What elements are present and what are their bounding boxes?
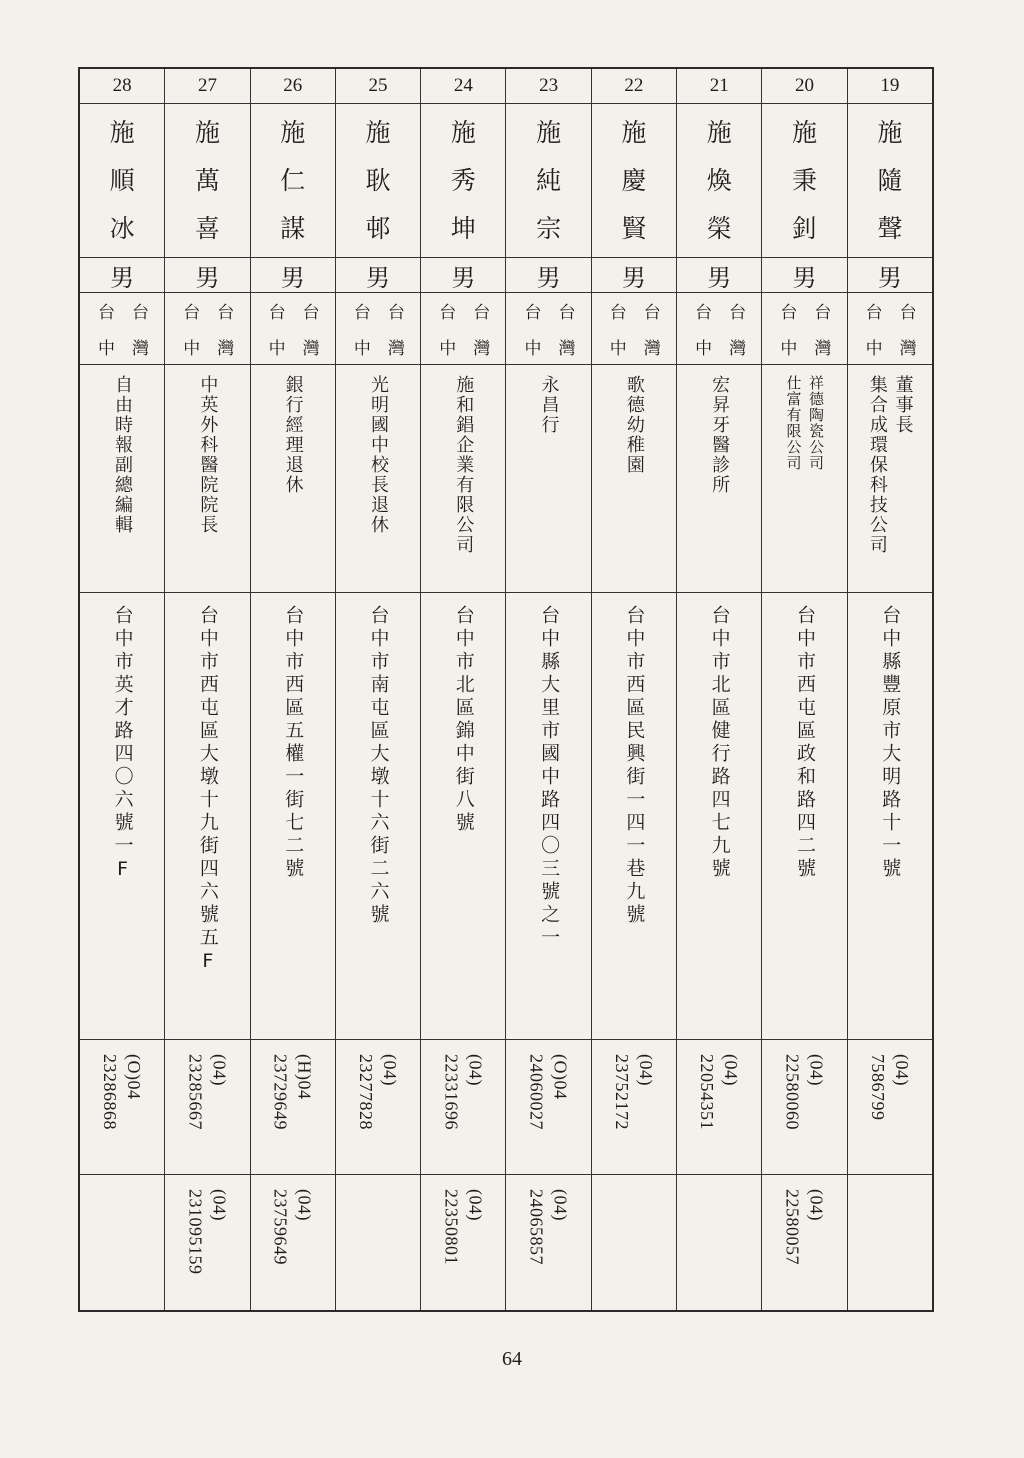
member-name	[762, 103, 846, 257]
name-char: 隨	[877, 165, 903, 195]
origin-char: 台	[609, 303, 627, 323]
occupation-line: 施和錩企業有限公司	[453, 375, 475, 555]
member-name	[165, 103, 249, 257]
member-origin	[80, 292, 164, 364]
origin-char: 台	[387, 303, 405, 323]
member-sex: 男	[421, 257, 505, 292]
occupation-line: 光明國中校長退休	[367, 375, 389, 535]
name-char: 萬	[194, 165, 220, 195]
member-number: 21	[709, 75, 729, 96]
phone-number: 22580057	[782, 1189, 803, 1265]
member-name	[421, 103, 505, 257]
occupation-line: 集合成環保科技公司	[866, 375, 888, 555]
member-occupation	[592, 364, 676, 592]
member-occupation	[762, 364, 846, 592]
phone-area: (04)	[209, 1189, 230, 1221]
member-address	[506, 592, 590, 1039]
name-char: 順	[109, 165, 135, 195]
occupation-line: 永昌行	[538, 375, 560, 435]
member-phone-primary	[762, 1039, 846, 1174]
origin-char: 灣	[814, 339, 832, 359]
phone-area: (04)	[294, 1189, 315, 1221]
phone-number: 23277828	[356, 1054, 377, 1130]
member-address	[677, 592, 761, 1039]
member-origin	[336, 292, 420, 364]
origin-char: 中	[865, 339, 883, 359]
occupation-line: 祥德陶瓷公司	[807, 375, 826, 471]
origin-char: 灣	[643, 339, 661, 359]
member-phone-primary	[336, 1039, 420, 1174]
name-char: 施	[109, 117, 135, 147]
origin-char: 灣	[132, 339, 149, 359]
member-origin	[592, 292, 676, 364]
member-phone-primary	[251, 1039, 335, 1174]
page-number: 64	[502, 1348, 522, 1370]
name-char: 釗	[792, 214, 818, 244]
origin-char: 中	[695, 339, 713, 359]
member-phone-primary	[677, 1039, 761, 1174]
member-column	[676, 69, 761, 1310]
name-char: 純	[536, 165, 562, 195]
member-name	[80, 103, 164, 257]
member-phone-secondary	[762, 1174, 846, 1310]
member-name	[592, 103, 676, 257]
member-occupation	[848, 364, 932, 592]
origin-char: 台	[473, 303, 491, 323]
origin-char: 台	[302, 303, 320, 323]
phone-number: 24060027	[526, 1054, 547, 1130]
member-occupation	[677, 364, 761, 592]
name-char: 施	[877, 117, 903, 147]
member-phone-primary	[848, 1039, 932, 1174]
member-name	[677, 103, 761, 257]
member-column	[250, 69, 335, 1310]
origin-char: 台	[643, 303, 661, 323]
name-char: 施	[450, 117, 476, 147]
phone-number: 231095159	[185, 1189, 206, 1275]
address-text: 台中縣大里市國中路四〇三號之一	[538, 605, 561, 950]
member-address	[165, 592, 249, 1039]
phone-area: (04)	[721, 1054, 742, 1086]
member-address	[80, 592, 164, 1039]
origin-char: 台	[780, 303, 798, 323]
member-sex: 男	[762, 257, 846, 292]
name-char: 施	[194, 117, 220, 147]
origin-char: 中	[353, 339, 371, 359]
name-char: 榮	[706, 214, 732, 244]
member-name	[506, 103, 590, 257]
member-phone-primary	[165, 1039, 249, 1174]
phone-number: 23729649	[270, 1054, 291, 1130]
origin-char: 台	[353, 303, 371, 323]
member-origin	[677, 292, 761, 364]
address-text: 台中市英才路四〇六號一F	[111, 605, 134, 884]
name-char: 仁	[280, 165, 306, 195]
member-name	[336, 103, 420, 257]
name-char: 秀	[450, 165, 476, 195]
member-origin	[762, 292, 846, 364]
member-origin	[506, 292, 590, 364]
origin-char: 台	[268, 303, 286, 323]
phone-area: (04)	[806, 1189, 827, 1221]
member-address	[251, 592, 335, 1039]
member-phone-secondary	[506, 1174, 590, 1310]
origin-char: 台	[217, 303, 235, 323]
member-sex: 男	[336, 257, 420, 292]
member-occupation	[421, 364, 505, 592]
member-table	[78, 67, 934, 1312]
member-phone-primary	[80, 1039, 164, 1174]
member-origin	[165, 292, 249, 364]
phone-number: 23285667	[185, 1054, 206, 1130]
member-origin	[251, 292, 335, 364]
name-char: 耿	[365, 165, 391, 195]
phone-area: (04)	[806, 1054, 827, 1086]
member-column	[335, 69, 420, 1310]
origin-char: 台	[865, 303, 883, 323]
member-phone-primary	[506, 1039, 590, 1174]
origin-char: 台	[695, 303, 713, 323]
member-occupation	[165, 364, 249, 592]
member-name	[848, 103, 932, 257]
member-occupation	[506, 364, 590, 592]
occupation-line: 宏昇牙醫診所	[709, 375, 731, 495]
phone-area: (04)	[635, 1054, 656, 1086]
phone-area: (04)	[465, 1054, 486, 1086]
member-sex: 男	[80, 257, 164, 292]
origin-char: 灣	[387, 339, 405, 359]
name-char: 邨	[365, 214, 391, 244]
origin-char: 中	[98, 339, 115, 359]
member-phone-primary	[592, 1039, 676, 1174]
member-number: 27	[197, 75, 217, 96]
phone-area: (04)	[891, 1054, 912, 1086]
phone-area: (04)	[550, 1189, 571, 1221]
member-phone-secondary	[80, 1174, 164, 1310]
origin-char: 中	[780, 339, 798, 359]
name-char: 宗	[536, 214, 562, 244]
member-number: 20	[795, 75, 815, 96]
member-phone-secondary	[251, 1174, 335, 1310]
origin-char: 中	[524, 339, 542, 359]
origin-char: 台	[558, 303, 576, 323]
member-phone-secondary	[421, 1174, 505, 1310]
phone-number: 23752172	[611, 1054, 632, 1130]
member-column	[505, 69, 590, 1310]
address-text: 台中市北區健行路四七九號	[708, 605, 731, 881]
member-phone-secondary	[848, 1174, 932, 1310]
origin-char: 台	[98, 303, 115, 323]
origin-char: 灣	[729, 339, 747, 359]
member-column	[164, 69, 249, 1310]
phone-number: 22331696	[441, 1054, 462, 1130]
member-number: 26	[283, 75, 303, 96]
origin-char: 中	[609, 339, 627, 359]
name-char: 賢	[621, 214, 647, 244]
phone-number: 23759649	[270, 1189, 291, 1265]
occupation-line: 中英外科醫院院長	[197, 375, 219, 535]
occupation-line: 董事長	[892, 375, 914, 435]
member-origin	[848, 292, 932, 364]
phone-area: (O)04	[124, 1054, 145, 1100]
name-char: 慶	[621, 165, 647, 195]
member-number: 28	[112, 75, 132, 96]
name-char: 施	[706, 117, 732, 147]
name-char: 施	[280, 117, 306, 147]
member-column	[847, 69, 932, 1310]
member-address	[592, 592, 676, 1039]
member-sex: 男	[677, 257, 761, 292]
origin-char: 灣	[899, 339, 917, 359]
member-phone-secondary	[677, 1174, 761, 1310]
member-sex: 男	[848, 257, 932, 292]
member-phone-secondary	[336, 1174, 420, 1310]
origin-char: 台	[183, 303, 201, 323]
origin-char: 台	[899, 303, 917, 323]
member-sex: 男	[165, 257, 249, 292]
member-column	[420, 69, 505, 1310]
member-column	[761, 69, 846, 1310]
origin-char: 台	[132, 303, 149, 323]
address-text: 台中市北區錦中街八號	[452, 605, 475, 835]
address-text: 台中市西區五權一街七二號	[282, 605, 305, 881]
member-number: 19	[880, 75, 900, 96]
origin-char: 台	[439, 303, 457, 323]
address-text: 台中市西區民興街一四一巷九號	[623, 605, 646, 927]
phone-area: (O)04	[550, 1054, 571, 1100]
member-address	[848, 592, 932, 1039]
name-char: 喜	[194, 214, 220, 244]
name-char: 聲	[877, 214, 903, 244]
phone-area: (04)	[209, 1054, 230, 1086]
member-number: 23	[539, 75, 559, 96]
phone-area: (04)	[380, 1054, 401, 1086]
origin-char: 灣	[558, 339, 576, 359]
occupation-line: 銀行經理退休	[282, 375, 304, 495]
origin-char: 台	[524, 303, 542, 323]
member-number: 25	[368, 75, 388, 96]
phone-area: (04)	[465, 1189, 486, 1221]
address-text: 台中市西屯區政和路四二號	[793, 605, 816, 881]
phone-area: (H)04	[294, 1054, 315, 1100]
member-number: 22	[624, 75, 644, 96]
occupation-line: 仕富有限公司	[784, 375, 803, 471]
origin-char: 灣	[473, 339, 491, 359]
address-text: 台中縣豐原市大明路十一號	[879, 605, 902, 881]
origin-char: 灣	[302, 339, 320, 359]
member-occupation	[80, 364, 164, 592]
member-address	[421, 592, 505, 1039]
member-phone-primary	[421, 1039, 505, 1174]
member-sex: 男	[251, 257, 335, 292]
name-char: 秉	[792, 165, 818, 195]
phone-number: 22580060	[782, 1054, 803, 1130]
occupation-line: 歌德幼稚園	[623, 375, 645, 475]
member-address	[762, 592, 846, 1039]
member-occupation	[251, 364, 335, 592]
origin-char: 灣	[217, 339, 235, 359]
member-name	[251, 103, 335, 257]
member-occupation	[336, 364, 420, 592]
occupation-line: 自由時報副總編輯	[112, 375, 134, 535]
address-text: 台中市南屯區大墩十六街二六號	[367, 605, 390, 927]
name-char: 施	[365, 117, 391, 147]
name-char: 冰	[109, 214, 135, 244]
name-char: 煥	[706, 165, 732, 195]
member-column	[80, 69, 164, 1310]
phone-number: 7586799	[867, 1054, 888, 1121]
phone-number: 22350801	[441, 1189, 462, 1265]
origin-char: 台	[729, 303, 747, 323]
origin-char: 中	[268, 339, 286, 359]
phone-number: 24065857	[526, 1189, 547, 1265]
member-address	[336, 592, 420, 1039]
phone-number: 23286868	[100, 1054, 121, 1130]
origin-char: 中	[183, 339, 201, 359]
member-column	[591, 69, 676, 1310]
address-text: 台中市西屯區大墩十九街四六號五F	[196, 605, 219, 976]
name-char: 施	[621, 117, 647, 147]
member-phone-secondary	[592, 1174, 676, 1310]
origin-char: 台	[814, 303, 832, 323]
member-sex: 男	[506, 257, 590, 292]
phone-number: 22054351	[697, 1054, 718, 1130]
name-char: 施	[792, 117, 818, 147]
member-phone-secondary	[165, 1174, 249, 1310]
name-char: 施	[536, 117, 562, 147]
name-char: 坤	[450, 214, 476, 244]
name-char: 謀	[280, 214, 306, 244]
member-sex: 男	[592, 257, 676, 292]
origin-char: 中	[439, 339, 457, 359]
member-number: 24	[453, 75, 473, 96]
member-origin	[421, 292, 505, 364]
